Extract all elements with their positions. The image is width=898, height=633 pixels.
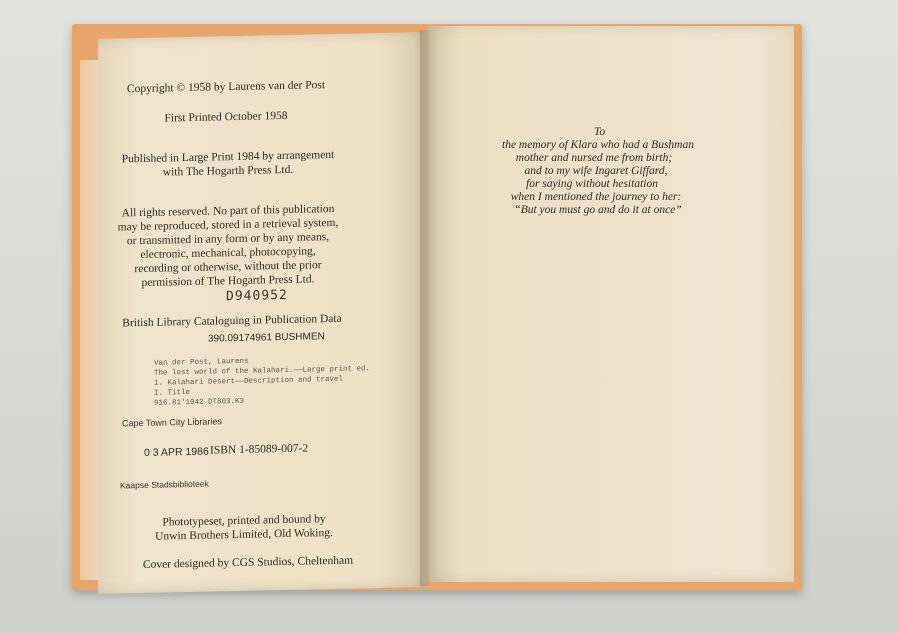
cip-line-1: Van der Post, Laurens [154,357,249,368]
isbn-line: ISBN 1-85089-007-2 [210,442,309,457]
cip-line-2: The lost world of the Kalahari.——Large print ed. [154,365,371,378]
cip-line-4: I. Title [154,388,191,398]
rights-line-4: electronic, mechanical, photocopying, [140,245,316,262]
dedication-line-3: mother and nursed me from birth; [515,152,673,164]
dedication-line-2: the memory of Klara who had a Bushman [502,139,694,151]
cover-edge [80,60,100,580]
copyright-line: Copyright © 1958 by Laurens van der Post [126,79,326,96]
printer-line-2: Unwin Brothers Limited, Old Woking. [155,526,333,543]
rights-line-1: All rights reserved. No part of this publication [121,202,335,220]
accession-number-stamp: D940952 [226,287,288,305]
rights-line-6: permission of The Hogarth Press Ltd. [141,273,315,290]
book-gutter [420,30,430,586]
classmark: 390.09174961 BUSHMEN [208,331,325,345]
dedication-line-5: for saying without hesitation [526,178,658,190]
library-stamp-cape-town: Cape Town City Libraries [122,416,222,429]
dedication-line-1: To [594,126,606,138]
rights-line-2: may be reproduced, stored in a retrieval system, [117,216,339,234]
cip-line-5: 916.81'1042 DT803.K3 [154,397,245,408]
date-stamp: 0 3 APR 1986 [144,445,209,459]
library-stamp-kaapse: Kaapse Stadsbiblioteek [120,478,209,491]
dedication-line-6: when I mentioned the journey to her: [510,191,682,203]
cip-heading: British Library Cataloguing in Publication Data [122,312,342,330]
first-printed-line: First Printed October 1958 [164,109,288,125]
published-line-2: with The Hogarth Press Ltd. [162,163,294,179]
dedication-line-7: “But you must go and do it at once” [514,204,682,216]
rights-line-5: recording or otherwise, without the prior [134,259,322,276]
cover-credit: Cover designed by CGS Studios, Cheltenham [142,554,354,571]
cip-line-3: 1. Kalahari Desert——Description and travel [154,375,344,388]
printer-line-1: Phototypeset, printed and bound by [162,513,326,529]
rights-line-3: or transmitted in any form or by any means, [126,231,330,248]
left-page [98,32,428,594]
dedication-line-4: and to my wife Ingaret Giffard, [524,165,668,177]
right-page [426,26,794,582]
published-line-1: Published in Large Print 1984 by arrangement [121,148,335,166]
